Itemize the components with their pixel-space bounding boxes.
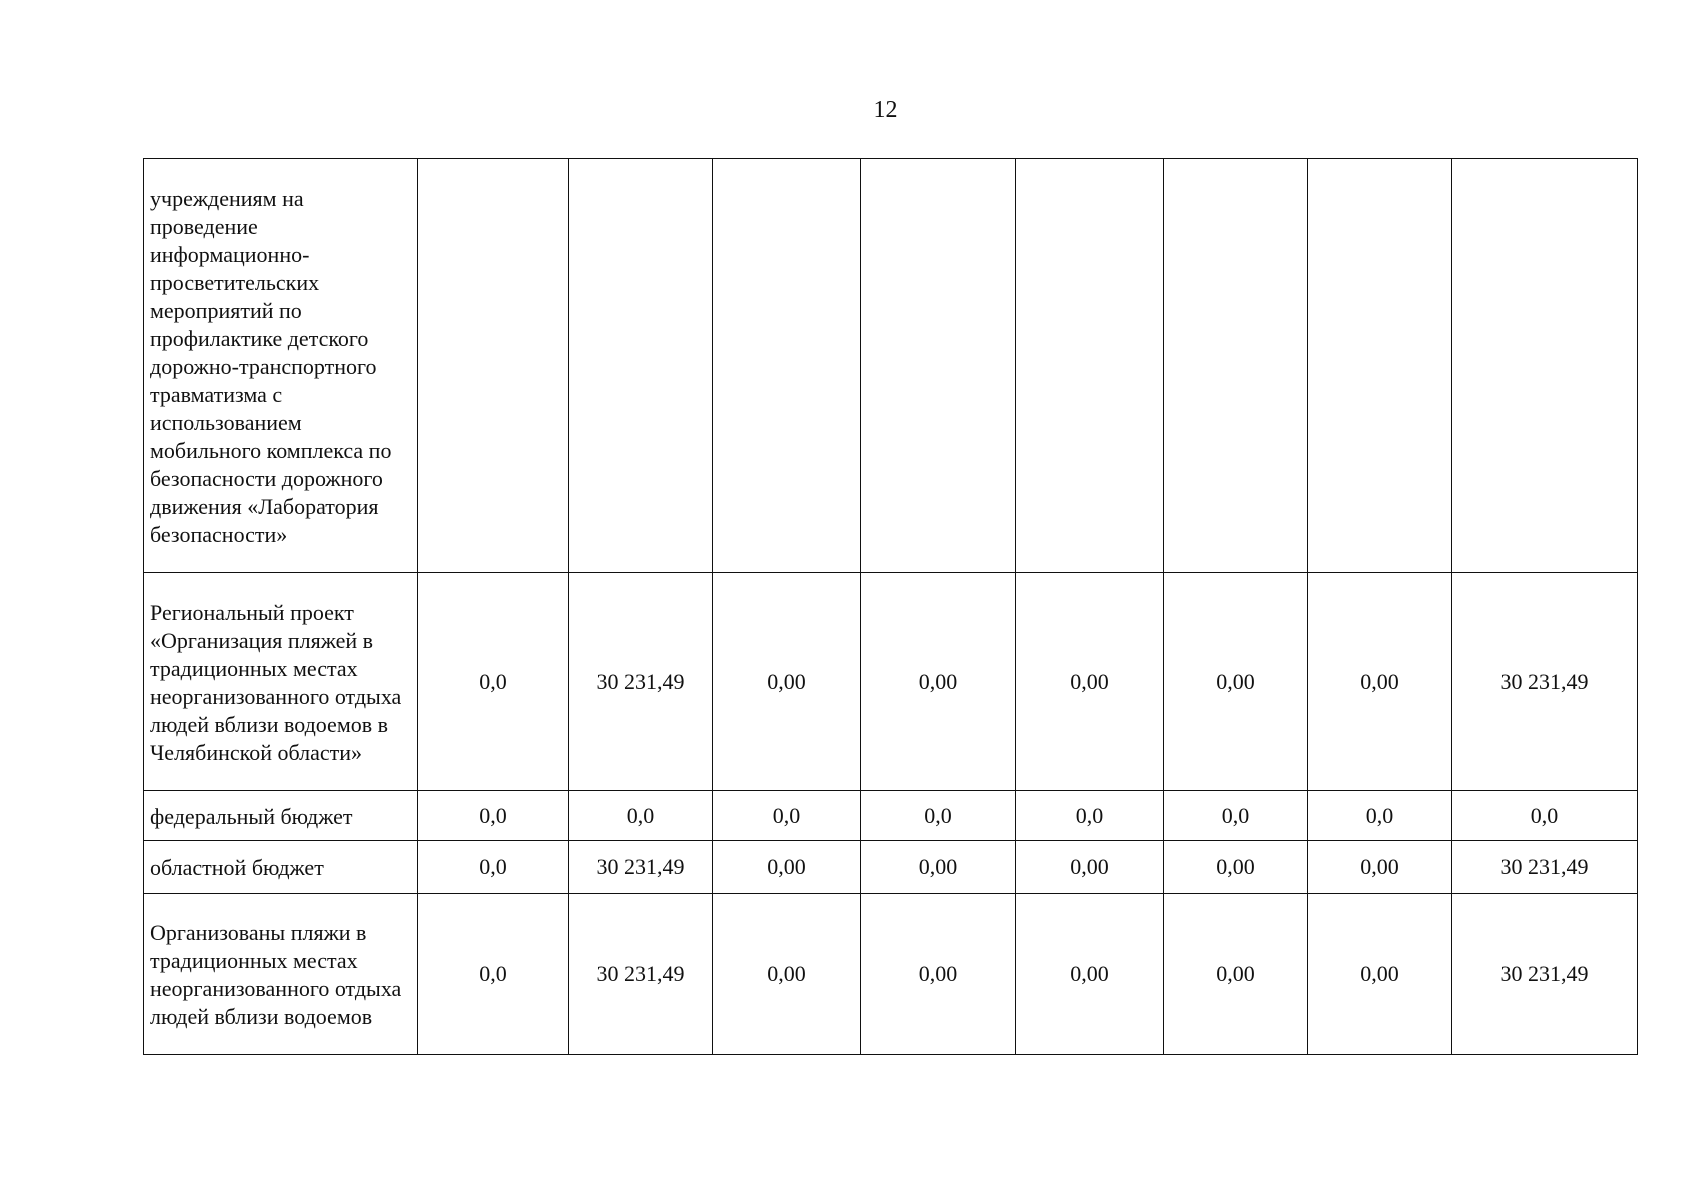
value-cell: 0,0 [418, 841, 569, 894]
value-cell: 0,0 [1308, 791, 1452, 841]
value-cell [418, 159, 569, 573]
value-cell: 0,0 [1016, 791, 1164, 841]
value-cell: 30 231,49 [569, 894, 713, 1055]
value-cell: 0,00 [861, 894, 1016, 1055]
value-cell [861, 159, 1016, 573]
table-row [144, 159, 1638, 573]
value-cell: 0,0 [713, 791, 861, 841]
value-cell: 0,00 [1016, 841, 1164, 894]
value-cell [569, 159, 713, 573]
value-cell: 0,00 [1164, 841, 1308, 894]
value-cell: 0,0 [1452, 791, 1638, 841]
value-cell: 30 231,49 [569, 841, 713, 894]
row-label: учреждениям на проведение информационно-просветительских мероприятий по профилактике детского дорожно-транспортного травматизма с использованием мобильного комплекса по безопасности дорожного движения «Лаборатория безопасности» [144, 159, 418, 573]
table-row [144, 791, 1638, 841]
value-cell: 0,00 [713, 894, 861, 1055]
budget-table [143, 158, 1638, 1055]
value-cell [1164, 159, 1308, 573]
row-label: Региональный проект «Организация пляжей в традиционных местах неорганизованного отдыха людей вблизи водоемов в Челябинской области» [144, 573, 418, 791]
value-cell: 0,00 [861, 573, 1016, 791]
page-number: 12 [873, 97, 898, 123]
value-cell: 0,0 [569, 791, 713, 841]
value-cell: 0,00 [1164, 573, 1308, 791]
value-cell [1452, 159, 1638, 573]
value-cell: 0,0 [861, 791, 1016, 841]
value-cell: 30 231,49 [1452, 841, 1638, 894]
value-cell: 0,00 [1016, 573, 1164, 791]
value-cell: 0,00 [861, 841, 1016, 894]
value-cell: 0,00 [713, 573, 861, 791]
value-cell: 0,00 [1308, 573, 1452, 791]
table-row [144, 841, 1638, 894]
value-cell [1016, 159, 1164, 573]
value-cell: 0,0 [418, 894, 569, 1055]
value-cell: 30 231,49 [1452, 894, 1638, 1055]
value-cell: 0,00 [1308, 841, 1452, 894]
value-cell: 0,0 [418, 573, 569, 791]
value-cell: 0,0 [418, 791, 569, 841]
value-cell: 0,0 [1164, 791, 1308, 841]
row-label: федеральный бюджет [144, 791, 418, 841]
row-label: Организованы пляжи в традиционных местах неорганизованного отдыха людей вблизи водоемов [144, 894, 418, 1055]
value-cell: 30 231,49 [569, 573, 713, 791]
row-label: областной бюджет [144, 841, 418, 894]
value-cell: 30 231,49 [1452, 573, 1638, 791]
value-cell: 0,00 [1016, 894, 1164, 1055]
table-row [144, 573, 1638, 791]
value-cell: 0,00 [1164, 894, 1308, 1055]
value-cell [1308, 159, 1452, 573]
value-cell [713, 159, 861, 573]
table-row [144, 894, 1638, 1055]
value-cell: 0,00 [1308, 894, 1452, 1055]
value-cell: 0,00 [713, 841, 861, 894]
